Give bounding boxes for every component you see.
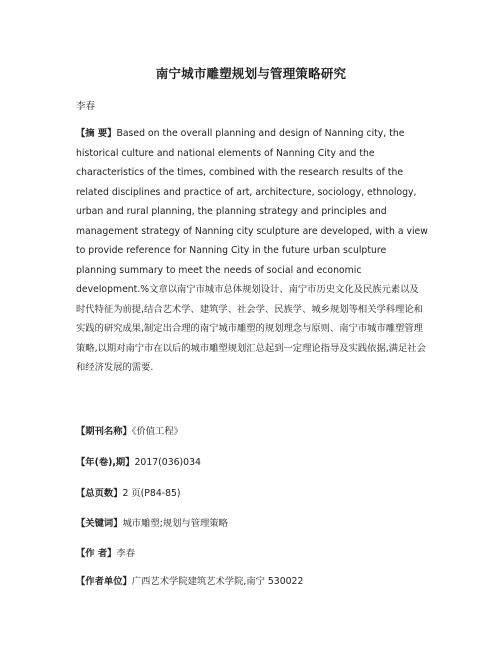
field-value: 2 页(P84-85) — [122, 488, 181, 499]
field-value: 2017(036)034 — [134, 457, 201, 468]
field-value: 广西艺术学院建筑艺术学院,南宁 530022 — [131, 576, 304, 587]
page-count-field — [76, 485, 181, 499]
abstract-text: Based on the overall planning and design of Nanning city, the historical culture and national elements of Nanning City and the characteristics of the times, combined with the research results of the related disciplines and practice of art, architecture, sociology, ethnology, urban and rural planning, the planning strategy and principles and management strategy of Nanning city sculpture are developed, with a view to provide reference for Nanning City in the future urban sculpture planning summary to meet the needs of social and economic development.%文章以南宁市城市总体规划设计、南宁市历史文化及民族元素以及时代特征为前提,结合艺术学、建筑学、社会学、民族学、城乡规划等相关学科理论和实践的研究成果,制定出合理的南宁城市雕塑的规划理念与原则、南宁市城市雕塑管理策略,以期对南宁市在以后的城市雕塑规划汇总起到一定理论指导及实践依据,满足社会和经济发展的需要. — [76, 128, 428, 373]
paper-title: 南宁城市雕塑规划与管理策略研究 — [155, 66, 347, 81]
field-label: 【关键词】 — [76, 518, 123, 529]
field-label: 【作 者】 — [76, 548, 117, 559]
field-value: 城市雕塑;规划与管理策略 — [122, 518, 228, 529]
abstract-label: 【摘 要】 — [76, 128, 117, 139]
volume-issue-field — [76, 454, 201, 468]
field-label: 【作者单位】 — [76, 576, 132, 587]
field-value: 李春 — [116, 548, 136, 559]
author-name: 李春 — [76, 101, 96, 112]
journal-name-field — [76, 423, 183, 437]
field-label: 【年(卷),期】 — [76, 457, 135, 468]
field-label: 【总页数】 — [76, 488, 123, 499]
author-field — [76, 545, 135, 559]
field-value: 《价值工程》 — [131, 426, 183, 437]
abstract-block — [76, 124, 428, 378]
keywords-field — [76, 515, 228, 529]
field-label: 【期刊名称】 — [76, 426, 132, 437]
affiliation-field — [76, 573, 303, 587]
